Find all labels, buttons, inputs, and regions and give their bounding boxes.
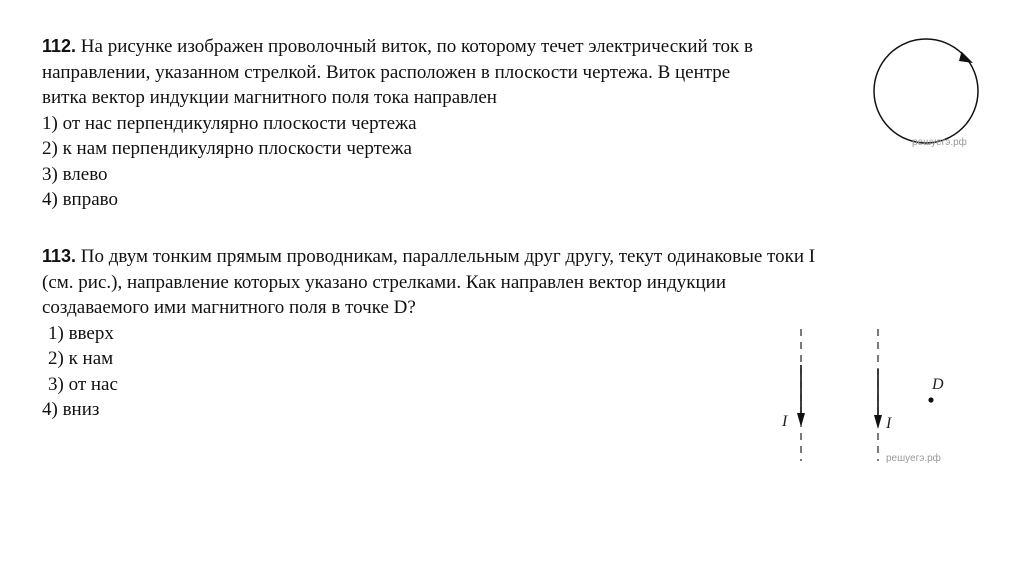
task-113-option-4 [42,397,815,423]
task-113-option-3 [42,372,815,398]
task-113 [42,244,815,423]
watermark: решуегэ.рф [912,137,967,148]
option-number: 4) [42,399,58,420]
task-113-option-2 [42,346,815,372]
right-current-arrow-icon [874,415,882,429]
task-112-line-1 [42,34,753,60]
option-number: 2) [48,348,64,369]
task-113-text-2: (см. рис.), направление которых указано стрелками. Как направлен вектор индукции [42,271,726,293]
option-text: вправо [62,189,118,210]
watermark: решуегэ.рф [886,453,941,464]
task-112-option-4 [42,187,753,213]
option-number: 4) [42,189,58,210]
option-number: 1) [48,322,64,344]
task-112-option-2 [42,136,753,162]
option-text: от нас [68,373,118,395]
task-112-option-1 [42,111,753,137]
left-current-arrow-icon [797,413,805,427]
task-113-text-1: По двум тонким прямым проводникам, параллельным друг другу, текут одинаковые токи I [80,246,816,267]
right-current-label: I [886,415,892,432]
option-text: к нам [68,348,114,369]
task-112-number: 112. [42,36,77,56]
option-text: к нам перпендикулярно плоскости чертежа [62,138,412,159]
point-d-label: D [932,376,944,393]
point-d-dot [928,397,933,402]
left-current-label: I [782,413,788,430]
option-text: вниз [62,399,100,420]
wire-loop-svg [860,34,990,154]
task-112-text-2: направлении, указанном стрелкой. Виток расположен в плоскости чертежа. В центре [42,61,731,83]
task-113-option-1 [42,321,815,347]
task-113-text-3: создаваемого ими магнитного поля в точке D? [42,297,416,318]
option-number: 1) [42,112,58,134]
current-direction-arrow-icon [959,52,973,64]
option-text: от нас перпендикулярно плоскости чертежа [62,112,417,134]
task-113-number: 113. [42,246,77,266]
task-113-line-1 [42,244,815,270]
task-112-text-1: На рисунке изображен проволочный виток, по которому течет электрический ток в [80,36,753,57]
task-112 [42,34,753,213]
option-number: 3) [48,373,64,395]
task-112-text-3: витка вектор индукции магнитного поля тока направлен [42,87,497,108]
wire-loop-figure [860,34,990,154]
task-112-option-3 [42,162,753,188]
option-number: 2) [42,138,58,159]
parallel-wires-svg [770,325,970,470]
parallel-wires-figure [770,325,970,470]
option-number: 3) [42,163,58,185]
option-text: вверх [68,322,114,344]
option-text: влево [62,163,108,185]
